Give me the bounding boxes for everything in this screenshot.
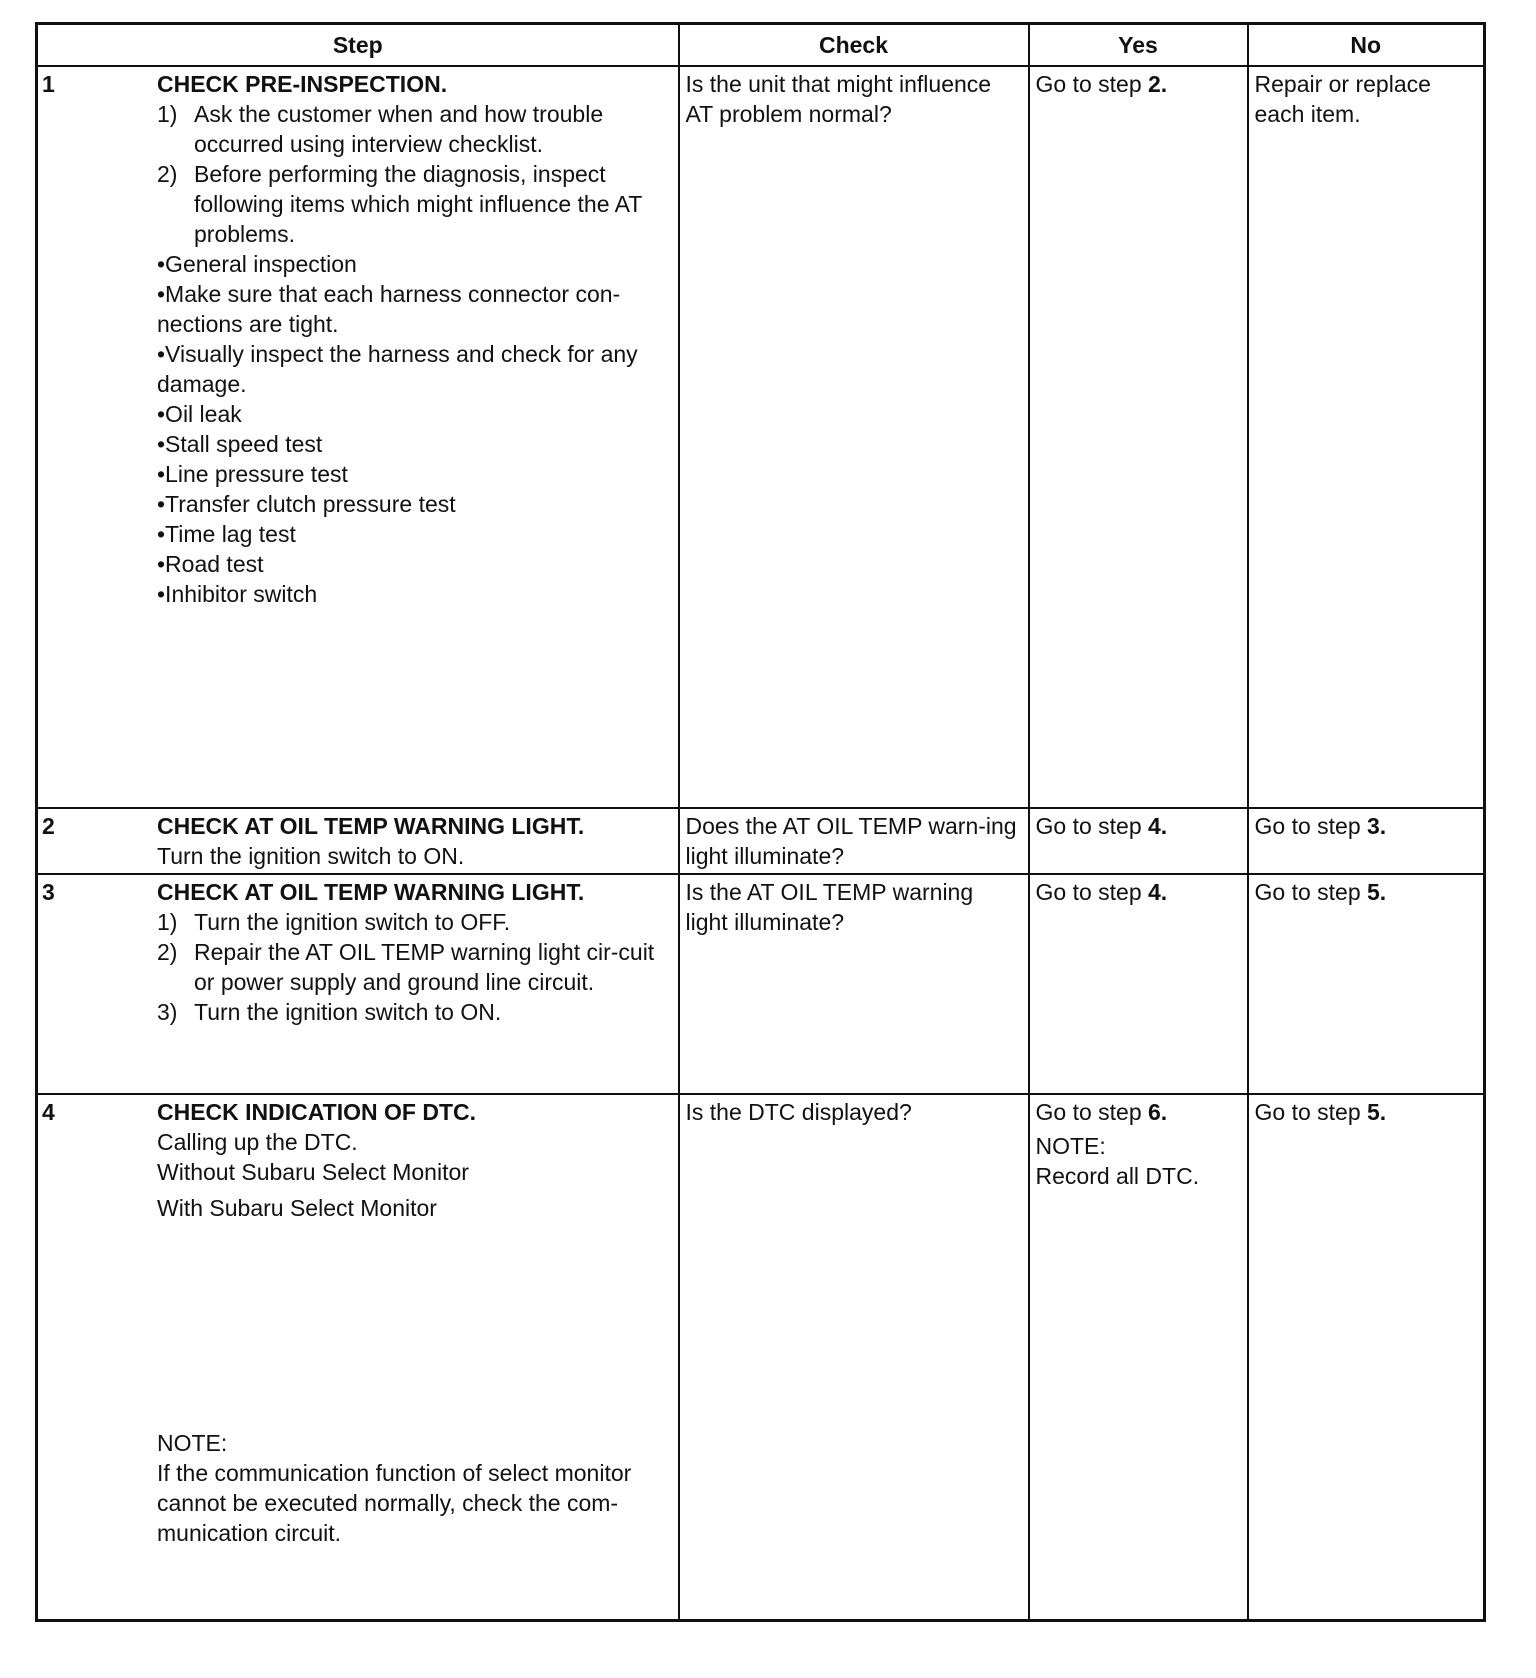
- step-cell: [37, 808, 679, 874]
- yes-text: [1030, 67, 1247, 99]
- list-number: 1): [157, 909, 178, 935]
- yes-text: [1030, 1095, 1247, 1127]
- no-text: [1249, 1095, 1484, 1127]
- check-cell: [679, 874, 1029, 1094]
- no-cell: [1248, 66, 1485, 808]
- yes-step: 6.: [1148, 1099, 1168, 1125]
- yes-step: 4.: [1148, 813, 1168, 839]
- no-text: [1249, 809, 1484, 841]
- list-item: [157, 159, 674, 249]
- list-number: 2): [157, 161, 178, 187]
- step-cell: [37, 66, 679, 808]
- header-yes: Yes: [1029, 24, 1248, 67]
- yes-cell: [1029, 808, 1248, 874]
- table-row: [37, 808, 1485, 874]
- step-cell: [37, 874, 679, 1094]
- step-number: 3: [42, 879, 55, 905]
- step-number: 4: [42, 1099, 55, 1125]
- no-cell: [1248, 874, 1485, 1094]
- list-item: [157, 937, 674, 997]
- no-prefix: Go to step: [1254, 1099, 1368, 1125]
- list-text: Before performing the diagnosis, inspect following items which might influence the AT problems.: [194, 161, 642, 247]
- check-cell: [679, 808, 1029, 874]
- yes-prefix: Go to step: [1035, 879, 1149, 905]
- check-text: Is the unit that might influence AT problem normal?: [685, 71, 992, 127]
- bullet-item: •Line pressure test: [157, 461, 348, 487]
- list-text: Turn the ignition switch to OFF.: [194, 909, 511, 935]
- note-label: NOTE:: [157, 1430, 228, 1456]
- bullet-item: •Visually inspect the harness and check for any damage.: [157, 341, 638, 397]
- list-text: Ask the customer when and how trouble occurred using interview checklist.: [194, 101, 604, 157]
- table-row: [37, 874, 1485, 1094]
- step-number: 2: [42, 813, 55, 839]
- bullet-item: •Road test: [157, 551, 264, 577]
- list-number: 1): [157, 101, 178, 127]
- no-cell: [1248, 1094, 1485, 1621]
- yes-text: [1030, 875, 1247, 907]
- step-text: Without Subaru Select Monitor: [157, 1159, 469, 1185]
- diagnostic-table: [35, 22, 1486, 1622]
- yes-cell: [1029, 874, 1248, 1094]
- step-title: CHECK PRE-INSPECTION.: [157, 71, 448, 97]
- yes-text: [1030, 809, 1247, 841]
- note-text: If the communication function of select monitor cannot be executed normally, check the com-munication circuit.: [157, 1460, 632, 1546]
- yes-prefix: Go to step: [1035, 813, 1149, 839]
- step-title: CHECK INDICATION OF DTC.: [157, 1099, 477, 1125]
- yes-note-label: NOTE:: [1035, 1133, 1106, 1159]
- bullet-item: •Transfer clutch pressure test: [157, 491, 456, 517]
- check-cell: [679, 66, 1029, 808]
- list-text: Repair the AT OIL TEMP warning light cir-cuit or power supply and ground line circuit.: [194, 939, 655, 995]
- list-item: [157, 99, 674, 159]
- table-row: [37, 1094, 1485, 1621]
- no-prefix: Go to step: [1254, 879, 1368, 905]
- bullet-item: •Time lag test: [157, 521, 296, 547]
- yes-cell: [1029, 66, 1248, 808]
- check-text: Is the AT OIL TEMP warning light illuminate?: [685, 879, 974, 935]
- bullet-item: •Make sure that each harness connector con-nections are tight.: [157, 281, 621, 337]
- header-check: Check: [679, 24, 1029, 67]
- header-step: Step: [37, 24, 679, 67]
- no-text: Repair or replace each item.: [1254, 71, 1431, 127]
- no-step: 3.: [1367, 813, 1387, 839]
- header-row: [37, 24, 1485, 67]
- list-item: [157, 997, 674, 1027]
- bullet-item: •Oil leak: [157, 401, 242, 427]
- list-number: 2): [157, 939, 178, 965]
- yes-step: 4.: [1148, 879, 1168, 905]
- yes-cell: [1029, 1094, 1248, 1621]
- yes-note-text: Record all DTC.: [1035, 1163, 1200, 1189]
- step-number: 1: [42, 71, 55, 97]
- check-cell: [679, 1094, 1029, 1621]
- step-title: CHECK AT OIL TEMP WARNING LIGHT.: [157, 813, 585, 839]
- no-text: [1249, 875, 1484, 907]
- step-text: With Subaru Select Monitor: [157, 1195, 437, 1221]
- check-text: Is the DTC displayed?: [685, 1099, 912, 1125]
- no-prefix: Go to step: [1254, 813, 1368, 839]
- list-text: Turn the ignition switch to ON.: [194, 999, 502, 1025]
- table-row: [37, 66, 1485, 808]
- check-text: Does the AT OIL TEMP warn-ing light illuminate?: [685, 813, 1017, 869]
- step-text: Turn the ignition switch to ON.: [157, 843, 465, 869]
- list-number: 3): [157, 999, 178, 1025]
- blank-space: [157, 1223, 674, 1428]
- yes-prefix: Go to step: [1035, 71, 1149, 97]
- bullet-item: •General inspection: [157, 251, 357, 277]
- step-title: CHECK AT OIL TEMP WARNING LIGHT.: [157, 879, 585, 905]
- no-step: 5.: [1367, 1099, 1387, 1125]
- yes-prefix: Go to step: [1035, 1099, 1149, 1125]
- no-cell: [1248, 808, 1485, 874]
- yes-step: 2.: [1148, 71, 1168, 97]
- header-no: No: [1248, 24, 1485, 67]
- step-text: Calling up the DTC.: [157, 1129, 358, 1155]
- bullet-item: •Inhibitor switch: [157, 581, 318, 607]
- bullet-item: •Stall speed test: [157, 431, 323, 457]
- step-cell: [37, 1094, 679, 1621]
- list-item: [157, 907, 674, 937]
- no-step: 5.: [1367, 879, 1387, 905]
